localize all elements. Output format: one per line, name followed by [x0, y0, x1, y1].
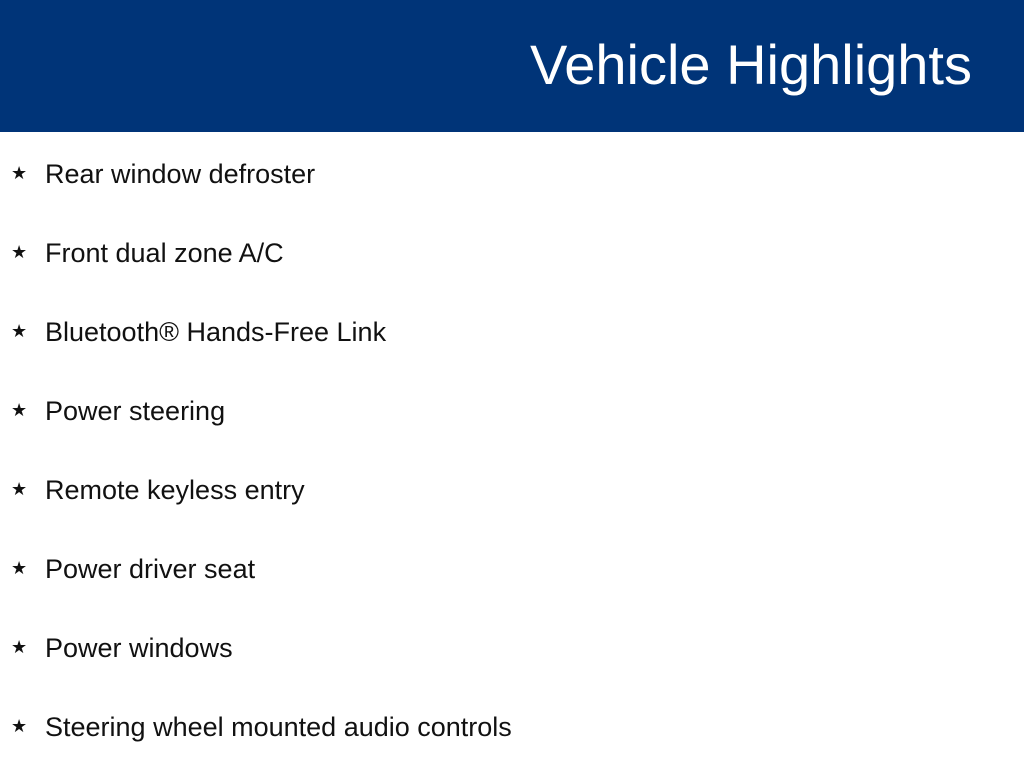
star-icon: ★ [11, 558, 28, 579]
star-icon: ★ [11, 716, 28, 737]
star-icon: ★ [11, 242, 28, 263]
page-title: Vehicle Highlights [529, 33, 972, 96]
highlight-text: Power windows [45, 633, 233, 663]
list-item [0, 547, 1000, 587]
list-item [0, 705, 1000, 745]
list-item [0, 468, 1000, 508]
star-icon: ★ [11, 479, 28, 500]
list-item [0, 231, 1000, 271]
highlight-text: Power steering [45, 396, 226, 426]
highlight-text: Remote keyless entry [45, 475, 305, 505]
star-icon: ★ [11, 321, 28, 342]
star-icon: ★ [11, 163, 28, 184]
list-item [0, 152, 1000, 192]
star-icon: ★ [11, 400, 28, 421]
list-item [0, 310, 1000, 350]
highlight-text: Rear window defroster [45, 159, 316, 189]
highlight-text: Power driver seat [45, 554, 256, 584]
header-banner [0, 0, 1024, 132]
star-icon: ★ [11, 637, 28, 658]
highlight-text: Steering wheel mounted audio controls [45, 712, 512, 742]
highlight-text: Bluetooth® Hands-Free Link [45, 317, 387, 347]
list-item [0, 626, 1000, 666]
list-item [0, 389, 1000, 429]
highlight-text: Front dual zone A/C [45, 238, 284, 268]
